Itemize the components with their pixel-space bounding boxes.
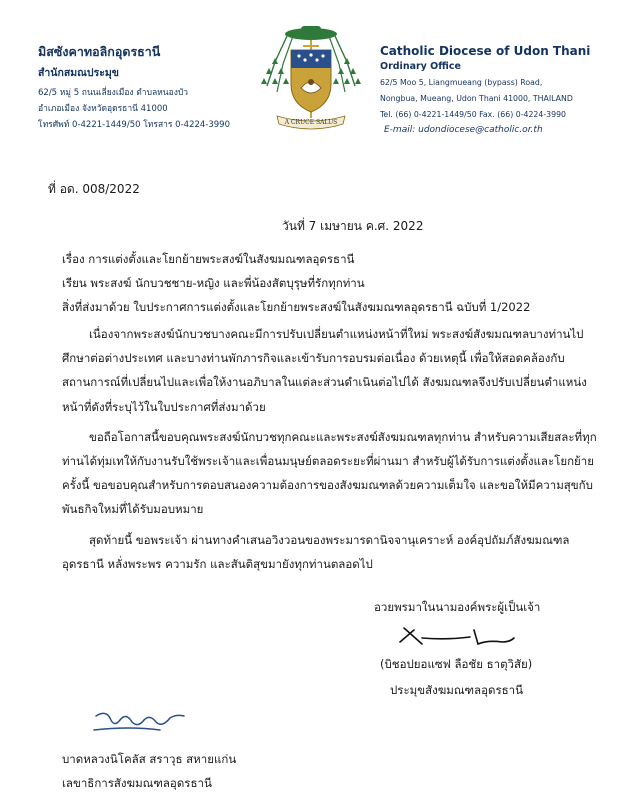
office-name-english: Ordinary Office [380, 61, 461, 72]
bishop-signature [392, 622, 522, 652]
paragraph-line: ท่านได้ทุ่มเทให้กับงานรับใช้พระเจ้าและเพื่อนมนุษย์ตลอดระยะที่ผ่านมา สำหรับผู้ได้รับการแต่งตั้งและโยกย้าย [62, 454, 594, 469]
address-line-1: 62/5 หมู่ 5 ถนนเลี่ยงเมือง ตำบลหนองบัว [38, 88, 189, 98]
reference-number: ที่ อด. 008/2022 [48, 182, 140, 196]
paragraph-line: ครั้งนี้ ขอขอบคุณสำหรับการตอบสนองความต้องการของสังฆมณฑลด้วยความเต็มใจ และขอให้มีความสุขกับ [62, 478, 593, 493]
paragraph-line: เนื่องจากพระสงฆ์นักบวชบางคณะมีการปรับเปลี่ยนตำแหน่งหน้าที่ใหม่ พระสงฆ์สังฆมณฑลบางท่านไป [89, 327, 584, 341]
office-name-thai: สำนักสมณประมุข [38, 67, 119, 79]
enclosure-line: สิ่งที่ส่งมาด้วย ใบประกาศการแต่งตั้งและโยกย้ายพระสงฆ์ในสังฆมณฑลอุดรธานี ฉบับที่ 1/2022 [62, 300, 531, 314]
paragraph-2 [62, 425, 624, 522]
address-line-2: อำเภอเมือง จังหวัดอุดรธานี 41000 [38, 104, 168, 114]
secretary-title: เลขาธิการสังฆมณฑลอุดรธานี [62, 776, 212, 790]
paragraph-3 [62, 528, 624, 576]
paragraph-line: สุดท้ายนี้ ขอพระเจ้า ผ่านทางคำเสนอวิงวอนของพระมารดานิจจานุเคราะห์ องค์อุปถัมภ์สังฆมณฑล [89, 532, 570, 547]
paragraph-line: ศึกษาต่อต่างประเทศ และบางท่านพักภารกิจและเข้ารับการอบรมต่อเนื่อง ด้วยเหตุนี้ เพื่อให้สอดคล้องกับ [62, 351, 565, 366]
signer-title: ประมุขสังฆมณฑลอุดรธานี [390, 683, 523, 697]
letterhead-english [380, 44, 630, 135]
paragraph-line: พันธกิจใหม่ที่ได้รับมอบหมาย [62, 502, 204, 517]
paragraph-1 [62, 322, 624, 419]
email-address: E-mail: udondiocese@catholic.or.th [384, 125, 543, 135]
phone-english: Tel. (66) 0-4221-1449/50 Fax. (66) 0-4224-3990 [380, 110, 567, 119]
signer-name: (บิชอปยอแซฟ ลือชัย ธาตุวิสัย) [380, 657, 533, 671]
address-english [380, 75, 630, 123]
secretary-name: บาดหลวงนิโคลัส สราวุธ สหายแก่น [62, 752, 237, 766]
paragraph-line: ขอถือโอกาสนี้ขอบคุณพระสงฆ์นักบวชทุกคณะและพระสงฆ์สังฆมณฑลทุกท่าน สำหรับความเสียสละที่ทุก [89, 429, 597, 444]
phone-thai: โทรศัพท์ 0-4221-1449/50 โทรสาร 0-4224-3990 [38, 120, 230, 130]
secretary-signature [90, 706, 190, 736]
recipient-line: เรียน พระสงฆ์ นักบวชชาย-หญิง และพี่น้องสัตบุรุษที่รักทุกท่าน [62, 276, 365, 290]
org-name-thai: มิสซังคาทอลิกอุดรธานี [38, 44, 161, 59]
closing-blessing: อวยพรมาในนามองค์พระผู้เป็นเจ้า [374, 600, 541, 614]
address-en-line-2: Nongbua, Mueang, Udon Thani 41000, THAILAND [380, 94, 573, 103]
paragraph-line: สถานการณ์ที่เปลี่ยนไปและเพื่อให้งานอภิบาลในแต่ละส่วนดำเนินต่อไปได้ สังฆมณฑลจึงปรับเปลี่ยนตำแหน่ง [62, 375, 587, 390]
diocese-coat-of-arms [253, 22, 369, 134]
org-name-english: Catholic Diocese of Udon Thani [380, 44, 591, 58]
crest-motto: A CRUCE SALUS [284, 119, 338, 126]
address-en-line-1: 62/5 Moo 5, Liangmueang (bypass) Road, [380, 78, 543, 87]
tassels-right [333, 58, 361, 84]
letter-date: วันที่ 7 เมษายน ค.ศ. 2022 [282, 219, 424, 233]
paragraph-line: อุดรธานี หลั่งพระพร ความรัก และสันติสุขมายังทุกท่านตลอดไป [62, 556, 373, 571]
address-thai [38, 85, 288, 133]
paragraph-line: หน้าที่ดังที่ระบุไว้ในใบประกาศที่ส่งมาด้วย [62, 399, 266, 414]
letterhead-thai [38, 42, 288, 133]
letter-header-lines [62, 247, 622, 319]
subject-line: เรื่อง การแต่งตั้งและโยกย้ายพระสงฆ์ในสังฆมณฑลอุดรธานี [62, 252, 355, 266]
tassels-left [261, 58, 289, 84]
letter-body [62, 322, 624, 582]
